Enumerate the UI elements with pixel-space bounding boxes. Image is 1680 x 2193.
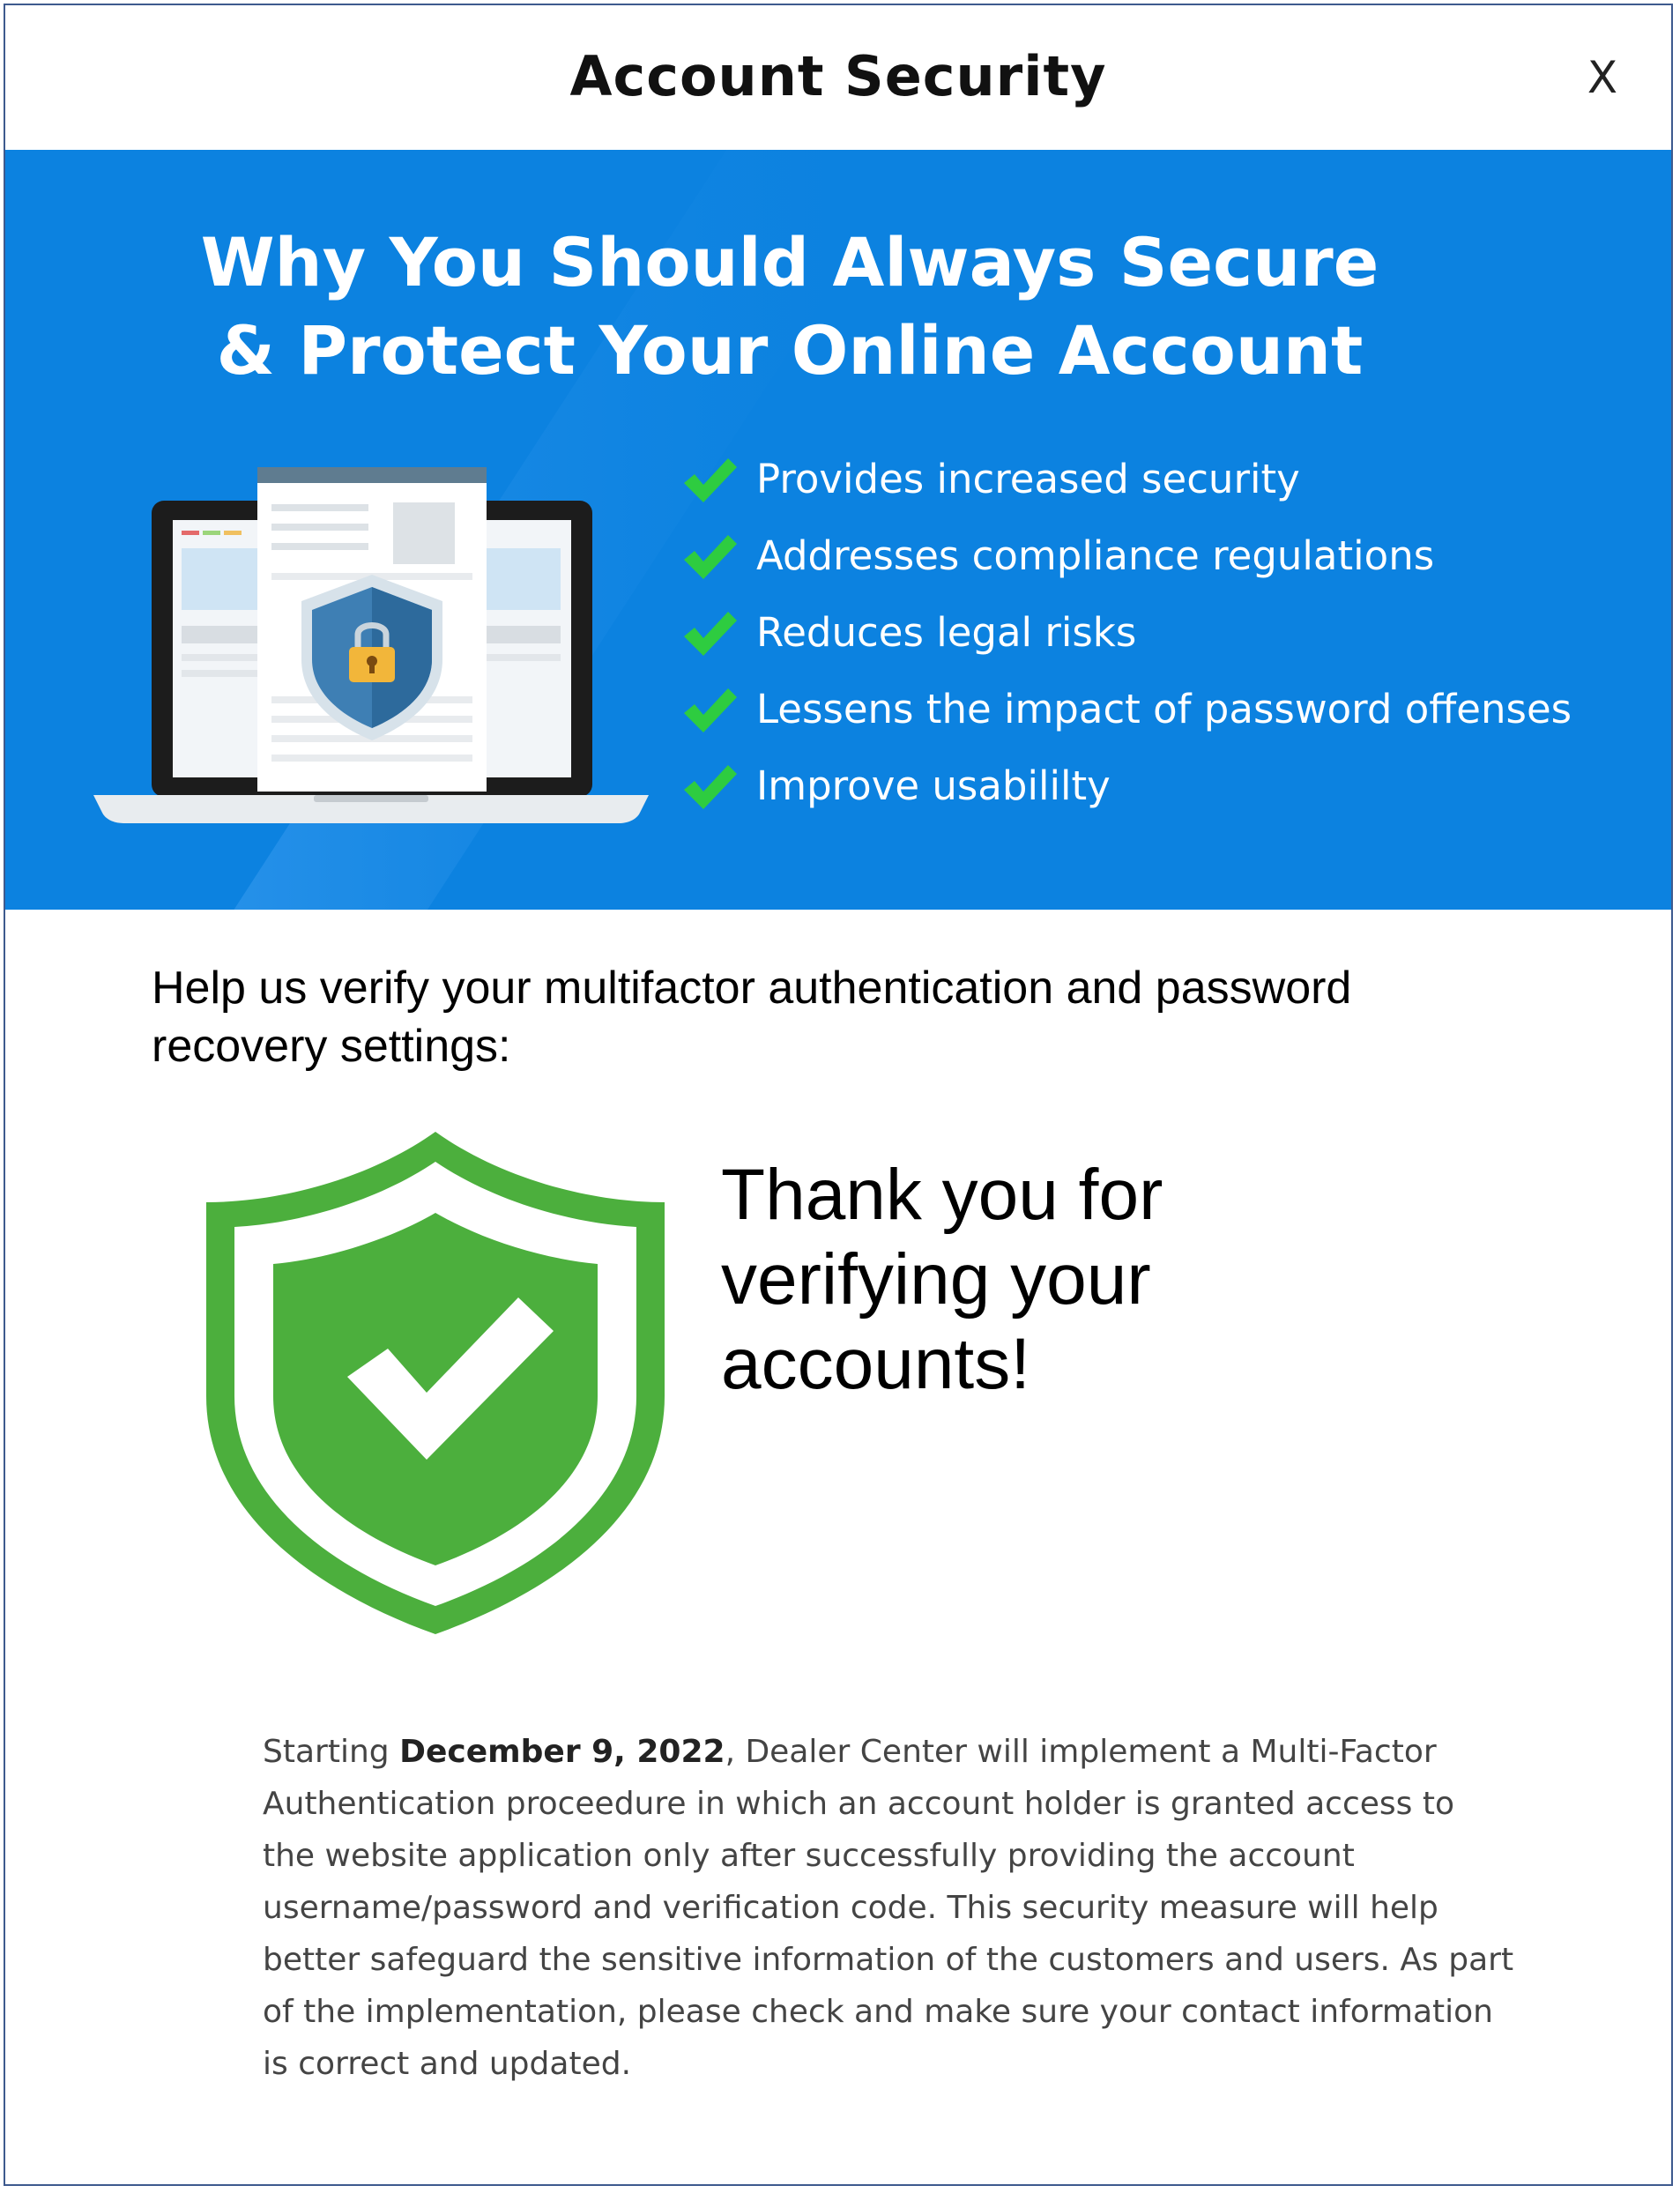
list-item xyxy=(680,517,1572,594)
account-security-dialog xyxy=(4,4,1673,2186)
confirmation-message: Thank you for verifying your accounts! xyxy=(721,1155,1163,1404)
close-button[interactable]: X xyxy=(1587,52,1618,103)
notice-prefix: Starting xyxy=(263,1734,390,1770)
benefit-label: Lessens the impact of password offenses xyxy=(756,686,1572,732)
mfa-notice xyxy=(263,1726,1514,2090)
notice-body: , Dealer Center will implement a Multi-Factor Authentication proceedure in which an account holder is granted access to the website application only after successfully providing the account username/password and verification code. This security measure will help better safeguard the sensitive information of the customers and users. As part of the implementation, please check and make sure your contact information is correct and updated. xyxy=(263,1734,1514,2082)
list-item xyxy=(680,671,1572,747)
benefit-label: Reduces legal risks xyxy=(756,609,1137,656)
check-icon xyxy=(680,453,739,506)
check-icon xyxy=(680,530,739,583)
benefit-label: Improve usabililty xyxy=(756,762,1111,809)
banner-headline-line1: Why You Should Always Secure xyxy=(200,223,1379,301)
banner-headline xyxy=(5,219,1574,395)
check-icon xyxy=(680,760,739,813)
green-shield-check-icon xyxy=(206,1132,665,1634)
verification-intro-text: Help us verify your multifactor authentication and password recovery settings: xyxy=(152,963,1352,1072)
laptop-shield-padlock-icon xyxy=(93,467,649,837)
dialog-title: Account Security xyxy=(569,44,1107,108)
list-item xyxy=(680,594,1572,671)
security-banner xyxy=(5,150,1671,910)
benefits-list xyxy=(680,441,1572,824)
banner-headline-line2: & Protect Your Online Account xyxy=(216,311,1364,390)
dialog-header xyxy=(5,5,1671,150)
list-item xyxy=(680,441,1572,517)
check-icon xyxy=(680,683,739,736)
list-item xyxy=(680,747,1572,824)
check-icon xyxy=(680,606,739,659)
benefit-label: Provides increased security xyxy=(756,456,1300,502)
benefit-label: Addresses compliance regulations xyxy=(756,532,1435,579)
notice-date: December 9, 2022 xyxy=(399,1734,725,1770)
